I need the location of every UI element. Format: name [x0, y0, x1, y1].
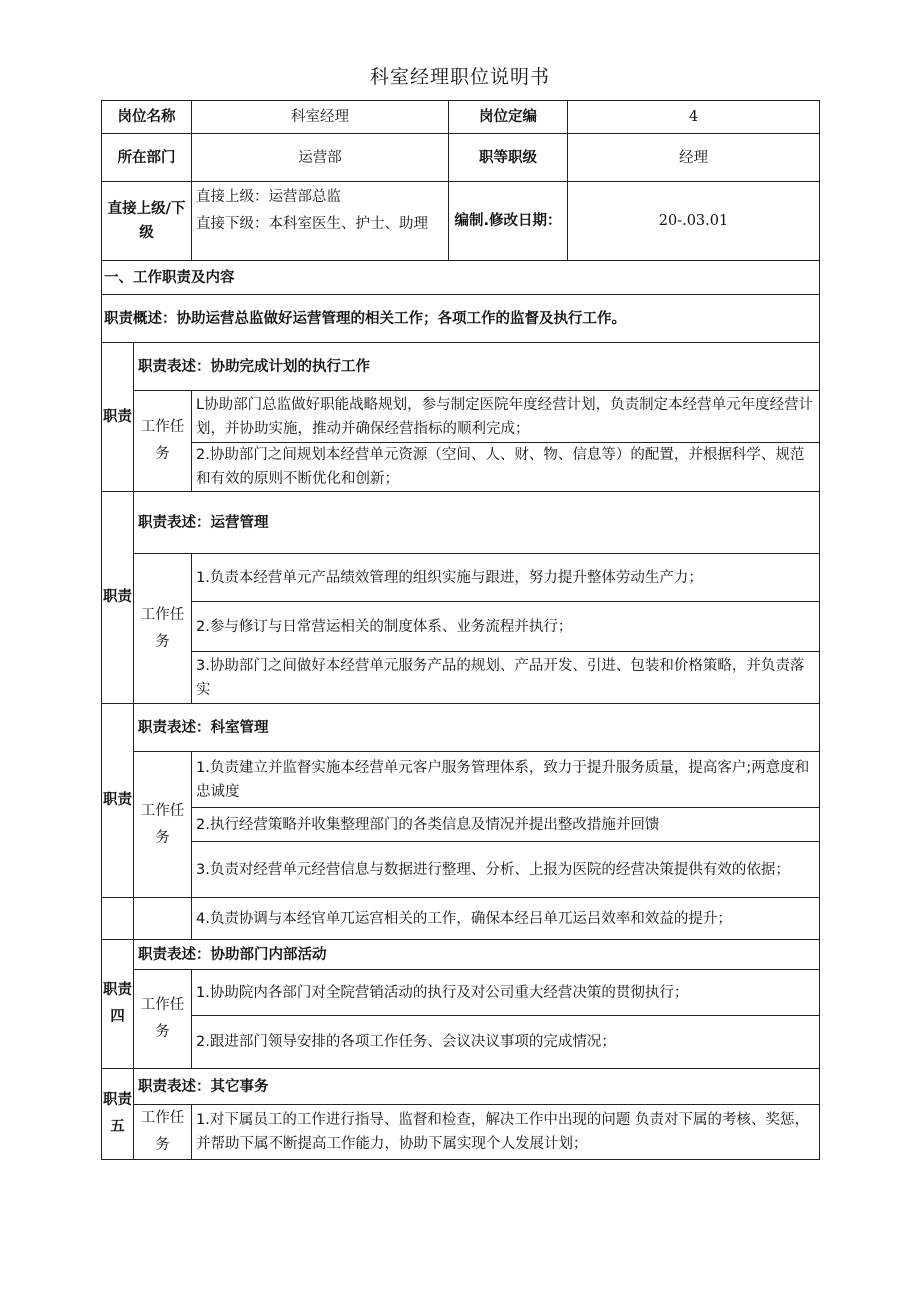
position-name-label: 岗位名称: [102, 101, 192, 134]
section-title: 一、工作职责及内容: [102, 261, 820, 295]
duty-2-task-row: [102, 602, 820, 652]
document-title: 科室经理职位说明书: [369, 66, 550, 88]
duty-2-label: 职责: [102, 492, 134, 704]
header-row-superior: [102, 182, 820, 261]
duty-5-task-row: [102, 1105, 820, 1160]
grade-value: 经理: [568, 134, 820, 182]
duty-3-task-1: 1.负责建立并监督实施本经营单元客户服务管理体系，致力于提升服务质量，提高客户;两意度和忠诚度: [192, 752, 820, 808]
overview-row: [102, 295, 820, 343]
duty-5-work-task-label: 工作任务: [134, 1105, 192, 1160]
position-quota-value: 4: [568, 101, 820, 134]
overview-text: 职责概述：协助运营总监做好运营管理的相关工作；各项工作的监督及执行工作。: [102, 295, 820, 343]
position-quota-label: 岗位定编: [449, 101, 568, 134]
duty-1-task-row: [102, 443, 820, 492]
section-title-row: [102, 261, 820, 295]
duty-2-statement-row: [102, 492, 820, 554]
duty-1-task-row: [102, 391, 820, 443]
date-value: 20-.03.01: [568, 182, 820, 261]
duty-3-extra-task-row: [102, 898, 820, 940]
duty-3-task-2: 2.执行经营策略并收集整理部门的各类信息及情况并提出整改措施并回馈: [192, 808, 820, 842]
direct-subordinate: 直接下级：本科室医生、护士、助理: [196, 216, 428, 232]
duty-4-work-task-label: 工作任务: [134, 970, 192, 1069]
duty-5-label: 职责五: [102, 1069, 134, 1160]
duty-4-label: 职责四: [102, 940, 134, 1069]
duty-3-task-3: 3.负责对经营单元经营信息与数据进行整理、分析、上报为医院的经营决策提供有效的依据；: [192, 842, 820, 898]
department-value: 运营部: [192, 134, 449, 182]
duty-1-task-1: L协助部门总监做好职能战略规划，参与制定医院年度经营计划，负责制定本经营单元年度经营计划，并协助实施，推动并确保经营指标的顺利完成；: [192, 391, 820, 443]
duty-4-task-2: 2.跟进部门领导安排的各项工作任务、会议决议事项的完成情况；: [192, 1016, 820, 1069]
duty-3-task-row: [102, 752, 820, 808]
duty-2-task-2: 2.参与修订与日常营运相关的制度体系、业务流程并执行；: [192, 602, 820, 652]
duty-5-task-1: 1.对下属员工的工作进行指导、监督和检查，解决工作中出现的问题 负责对下属的考核、奖惩，并帮助下属不断提高工作能力，协助下属实现个人发展计划；: [192, 1105, 820, 1160]
duty-4-statement: 职责表述：协助部门内部活动: [134, 940, 820, 970]
duty-2-task-1: 1.负责本经营单元产品绩效管理的组织实施与跟进，努力提升整体劳动生产力；: [192, 554, 820, 602]
duty-3-task-row: [102, 808, 820, 842]
duty-2-task-3: 3.协助部门之间做好本经营单元服务产品的规划、产品开发、引进、包装和价格策略，并负责落实: [192, 652, 820, 704]
duty-3-work-task-label: 工作任务: [134, 752, 192, 898]
duty-4-task-row: [102, 970, 820, 1016]
header-row-name: [102, 101, 820, 134]
direct-superior: 直接上级：运营部总监: [196, 189, 341, 205]
duty-1-task-2: 2.协助部门之间规划本经营单元资源（空间、人、财、物、信息等）的配置，并根据科学、规范和有效的原则不断优化和创新；: [192, 443, 820, 492]
duty-2-task-row: [102, 554, 820, 602]
duty-2-task-row: [102, 652, 820, 704]
job-description-table: [101, 100, 820, 1160]
duty-4-statement-row: [102, 940, 820, 970]
duty-1-label: 职责: [102, 343, 134, 492]
empty-cell: [134, 898, 192, 940]
superior-cell: [192, 182, 449, 261]
empty-cell: [102, 898, 134, 940]
duty-3-statement: 职责表述：科室管理: [134, 704, 820, 752]
duty-3-task-4: 4.负责协调与本经官单兀运宫相关的工作，确保本经吕单兀运吕效率和效益的提升；: [192, 898, 820, 940]
department-label: 所在部门: [102, 134, 192, 182]
date-label: 编制.修改日期：: [449, 182, 568, 261]
grade-label: 职等职级: [449, 134, 568, 182]
duty-3-label: 职责: [102, 704, 134, 898]
duty-5-statement-row: [102, 1069, 820, 1105]
duty-3-task-row: [102, 842, 820, 898]
duty-5-statement: 职责表述：其它事务: [134, 1069, 820, 1105]
position-name-value: 科室经理: [192, 101, 449, 134]
header-row-dept: [102, 134, 820, 182]
duty-4-task-1: 1.协助院内各部门对全院营销活动的执行及对公司重大经营决策的贯彻执行；: [192, 970, 820, 1016]
duty-2-work-task-label: 工作任务: [134, 554, 192, 704]
duty-4-task-row: [102, 1016, 820, 1069]
duty-2-statement: 职责表述：运营管理: [134, 492, 820, 554]
duty-1-statement: 职责表述：协助完成计划的执行工作: [134, 343, 820, 391]
duty-1-statement-row: [102, 343, 820, 391]
duty-1-work-task-label: 工作任务: [134, 391, 192, 492]
duty-3-statement-row: [102, 704, 820, 752]
superior-label: 直接上级/下级: [102, 182, 192, 261]
